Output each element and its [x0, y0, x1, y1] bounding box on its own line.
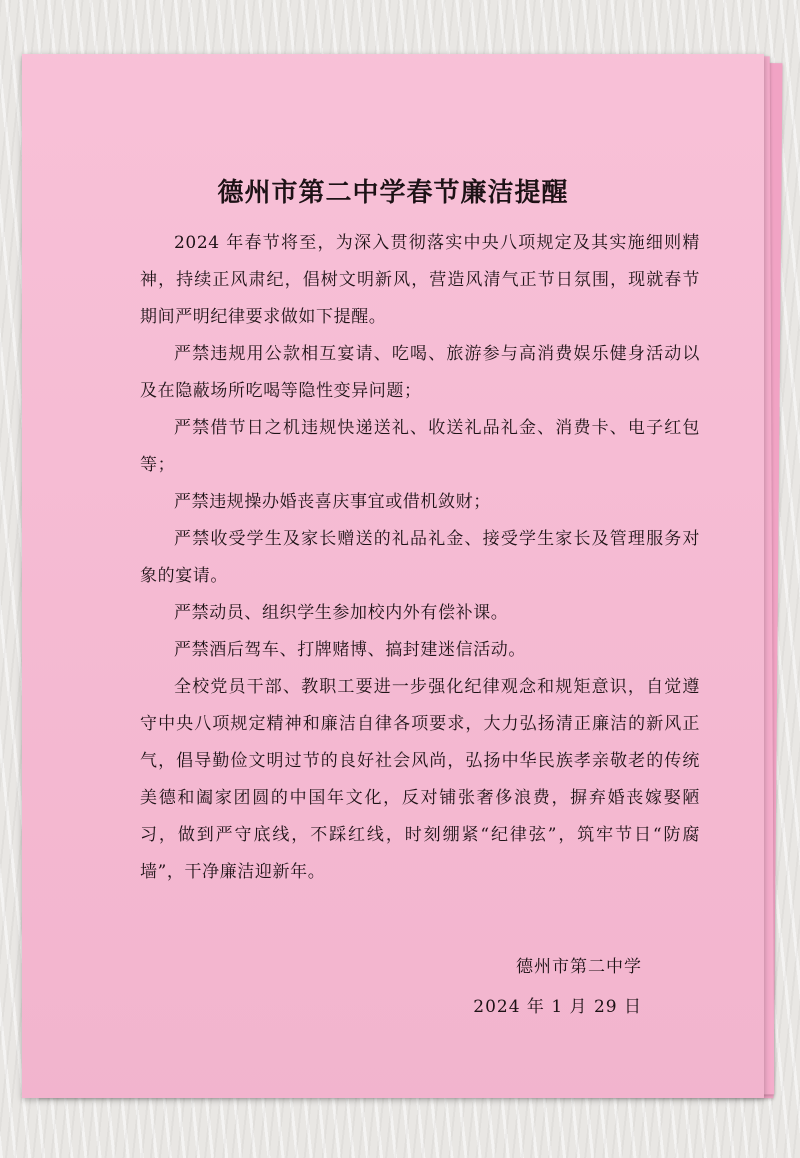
signature-organization: 德州市第二中学 [516, 957, 642, 977]
rule-drunk-driving: 严禁酒后驾车、打牌赌博、搞封建迷信活动。 [174, 640, 526, 660]
rule-parent-gifts: 严禁收受学生及家长赠送的礼品礼金、接受学生家长及管理服务对象的宴请。 [140, 529, 700, 586]
notice-title: 德州市第二中学春节廉洁提醒 [217, 178, 569, 208]
rule-public-funds: 严禁违规用公款相互宴请、吃喝、旅游参与高消费娱乐健身活动以及在隐蔽场所吃喝等隐性变异问题； [140, 344, 700, 401]
signature-date: 2024 年 1 月 29 日 [473, 997, 642, 1017]
rule-paid-tutoring: 严禁动员、组织学生参加校内外有偿补课。 [174, 603, 509, 623]
notice-paper [22, 54, 764, 1098]
intro-paragraph: 2024 年春节将至，为深入贯彻落实中央八项规定及其实施细则精神，持续正风肃纪，倡树文明新风，营造风清气正节日氛围，现就春节期间严明纪律要求做如下提醒。 [140, 233, 700, 327]
rule-gifts: 严禁借节日之机违规快递送礼、收送礼品礼金、消费卡、电子红包等； [140, 418, 700, 475]
closing-paragraph: 全校党员干部、教职工要进一步强化纪律观念和规矩意识，自觉遵守中央八项规定精神和廉洁自律各项要求，大力弘扬清正廉洁的新风正气，倡导勤俭文明过节的良好社会风尚，弘扬中华民族孝亲敬老的传统美德和阖家团圆的中国年文化，反对铺张奢侈浪费，摒弃婚丧嫁娶陋习，做到严守底线，不踩红线，时刻绷紧“纪律弦”，筑牢节日“防腐墙”，干净廉洁迎新年。 [140, 677, 700, 882]
rule-weddings-funerals: 严禁违规操办婚丧喜庆事宜或借机敛财； [174, 492, 491, 512]
